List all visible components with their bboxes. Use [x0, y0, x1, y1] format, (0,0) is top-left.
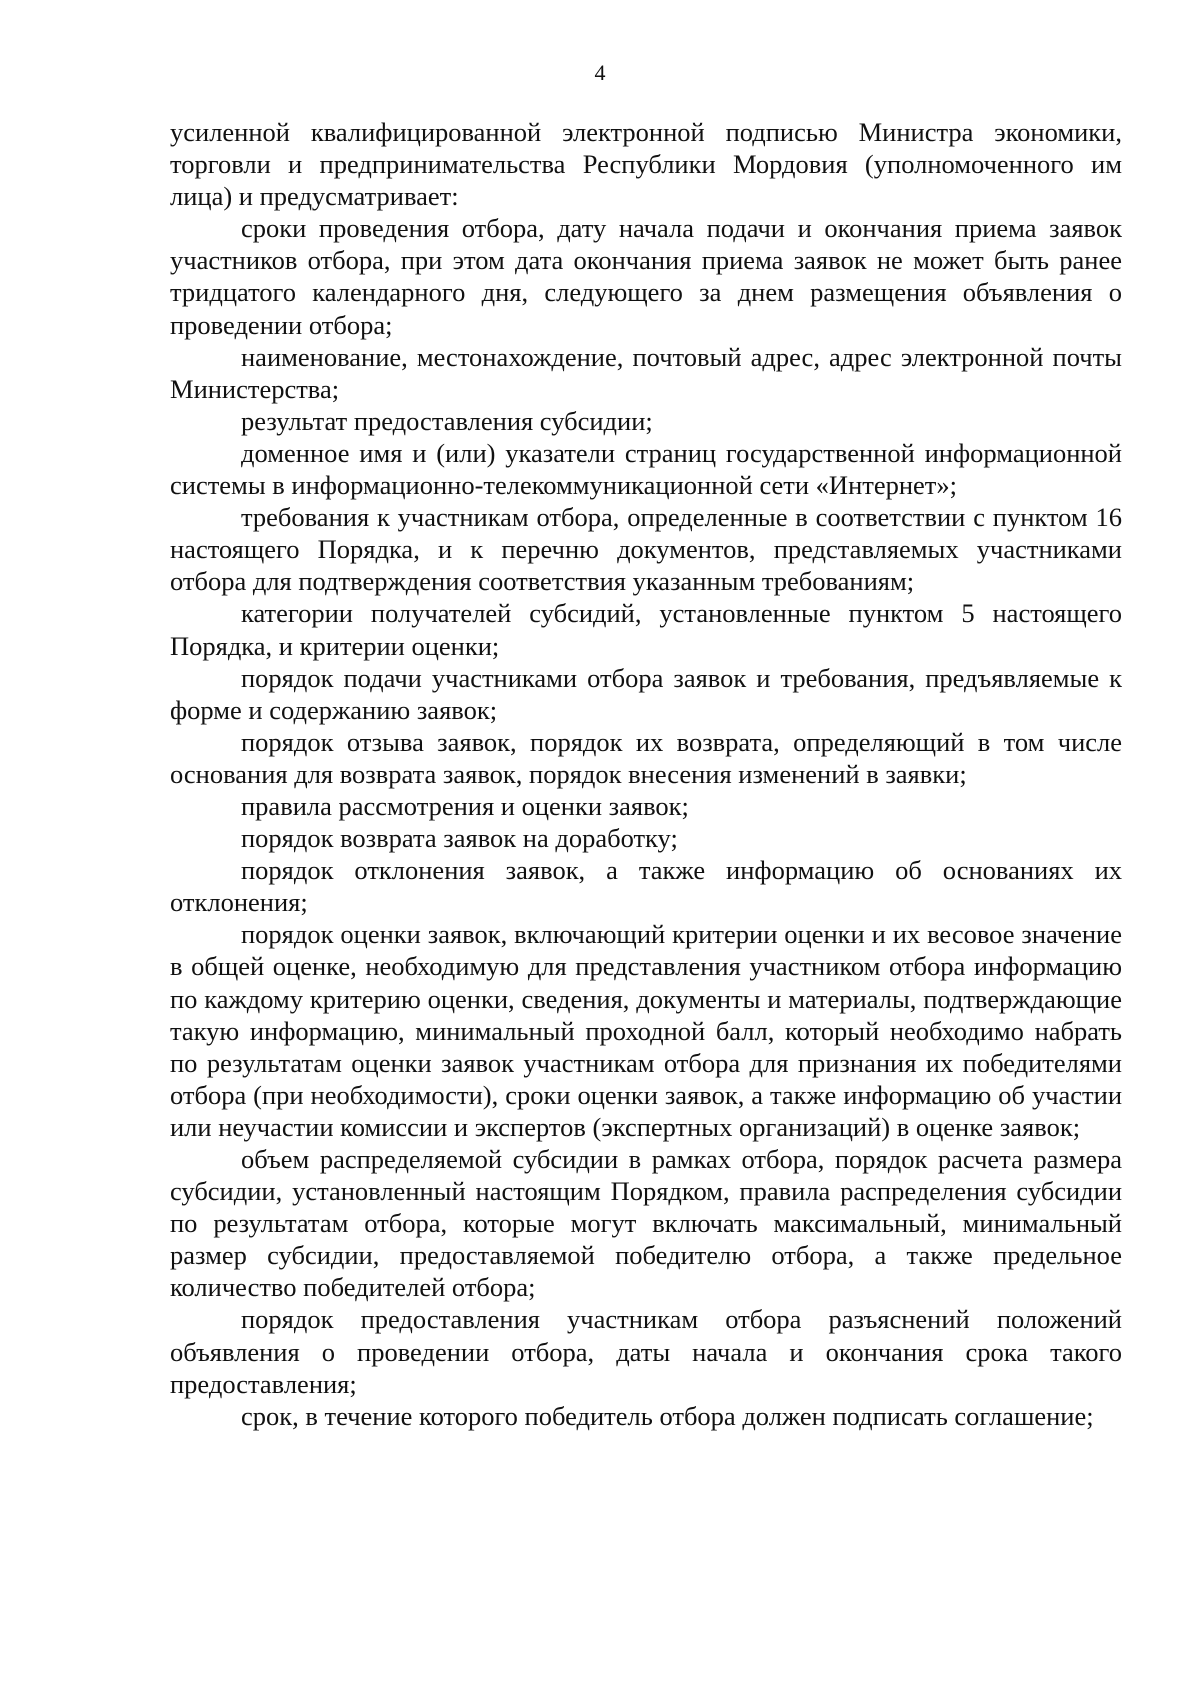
paragraph-recipient-categories: категории получателей субсидий, установленные пунктом 5 настоящего Порядка, и критерии оценки;	[170, 598, 1122, 661]
paragraph-participant-requirements: требования к участникам отбора, определенные в соответствии с пунктом 16 настоящего Порядка, и к перечню документов, представляемых участниками отбора для подтверждения соответствия указанным требованиям;	[170, 502, 1122, 597]
paragraph-subsidy-result: результат предоставления субсидии;	[241, 405, 653, 436]
paragraph-application-rejection: порядок отклонения заявок, а также информацию об основаниях их отклонения;	[170, 855, 1122, 918]
page-number: 4	[594, 60, 606, 85]
paragraph-review-rules: правила рассмотрения и оценки заявок;	[241, 790, 689, 821]
paragraph-agreement-deadline: срок, в течение которого победитель отбора должен подписать соглашение;	[241, 1400, 1094, 1431]
paragraph-domain-name: доменное имя и (или) указатели страниц государственной информационной системы в информационно-телекоммуникационной сети «Интернет»;	[170, 437, 1122, 501]
paragraph-continuation: усиленной квалифицированной электронной подписью Министра экономики, торговли и предпринимательства Республики Мордовия (уполномоченного им лица) и предусматривает:	[170, 117, 1122, 212]
paragraph-ministry-contacts: наименование, местонахождение, почтовый адрес, адрес электронной почты Министерства;	[170, 341, 1122, 404]
paragraph-clarifications: порядок предоставления участникам отбора разъяснений положений объявления о проведении отбора, даты начала и окончания срока такого предоставления;	[170, 1304, 1122, 1399]
paragraph-return-for-revision: порядок возврата заявок на доработку;	[241, 823, 678, 854]
paragraph-selection-dates: сроки проведения отбора, дату начала подачи и окончания приема заявок участников отбора, при этом дата окончания приема заявок не может быть ранее тридцатого календарного дня, следующего за днем размещения объявления о проведении отбора;	[170, 213, 1122, 340]
document-body	[170, 116, 1122, 1432]
paragraph-application-withdrawal: порядок отзыва заявок, порядок их возврата, определяющий в том числе основания для возврата заявок, порядок внесения изменений в заявки;	[170, 726, 1122, 789]
paragraph-subsidy-volume: объем распределяемой субсидии в рамках отбора, порядок расчета размера субсидии, установленный настоящим Порядком, правила распределения субсидии по результатам отбора, которые могут включать максимальный, минимальный размер субсидии, предоставляемой победителю отбора, а также предельное количество победителей отбора;	[170, 1144, 1122, 1303]
paragraph-application-submission: порядок подачи участниками отбора заявок и требования, предъявляемые к форме и содержанию заявок;	[170, 662, 1122, 725]
paragraph-evaluation-procedure: порядок оценки заявок, включающий критерии оценки и их весовое значение в общей оценке, необходимую для представления участником отбора информацию по каждому критерию оценки, сведения, документы и материалы, подтверждающие такую информацию, минимальный проходной балл, который необходимо набрать по результатам оценки заявок участникам отбора для признания их победителями отбора (при необходимости), сроки оценки заявок, а также информацию об участии или неучастии комиссии и экспертов (экспертных организаций) в оценке заявок;	[170, 919, 1122, 1142]
